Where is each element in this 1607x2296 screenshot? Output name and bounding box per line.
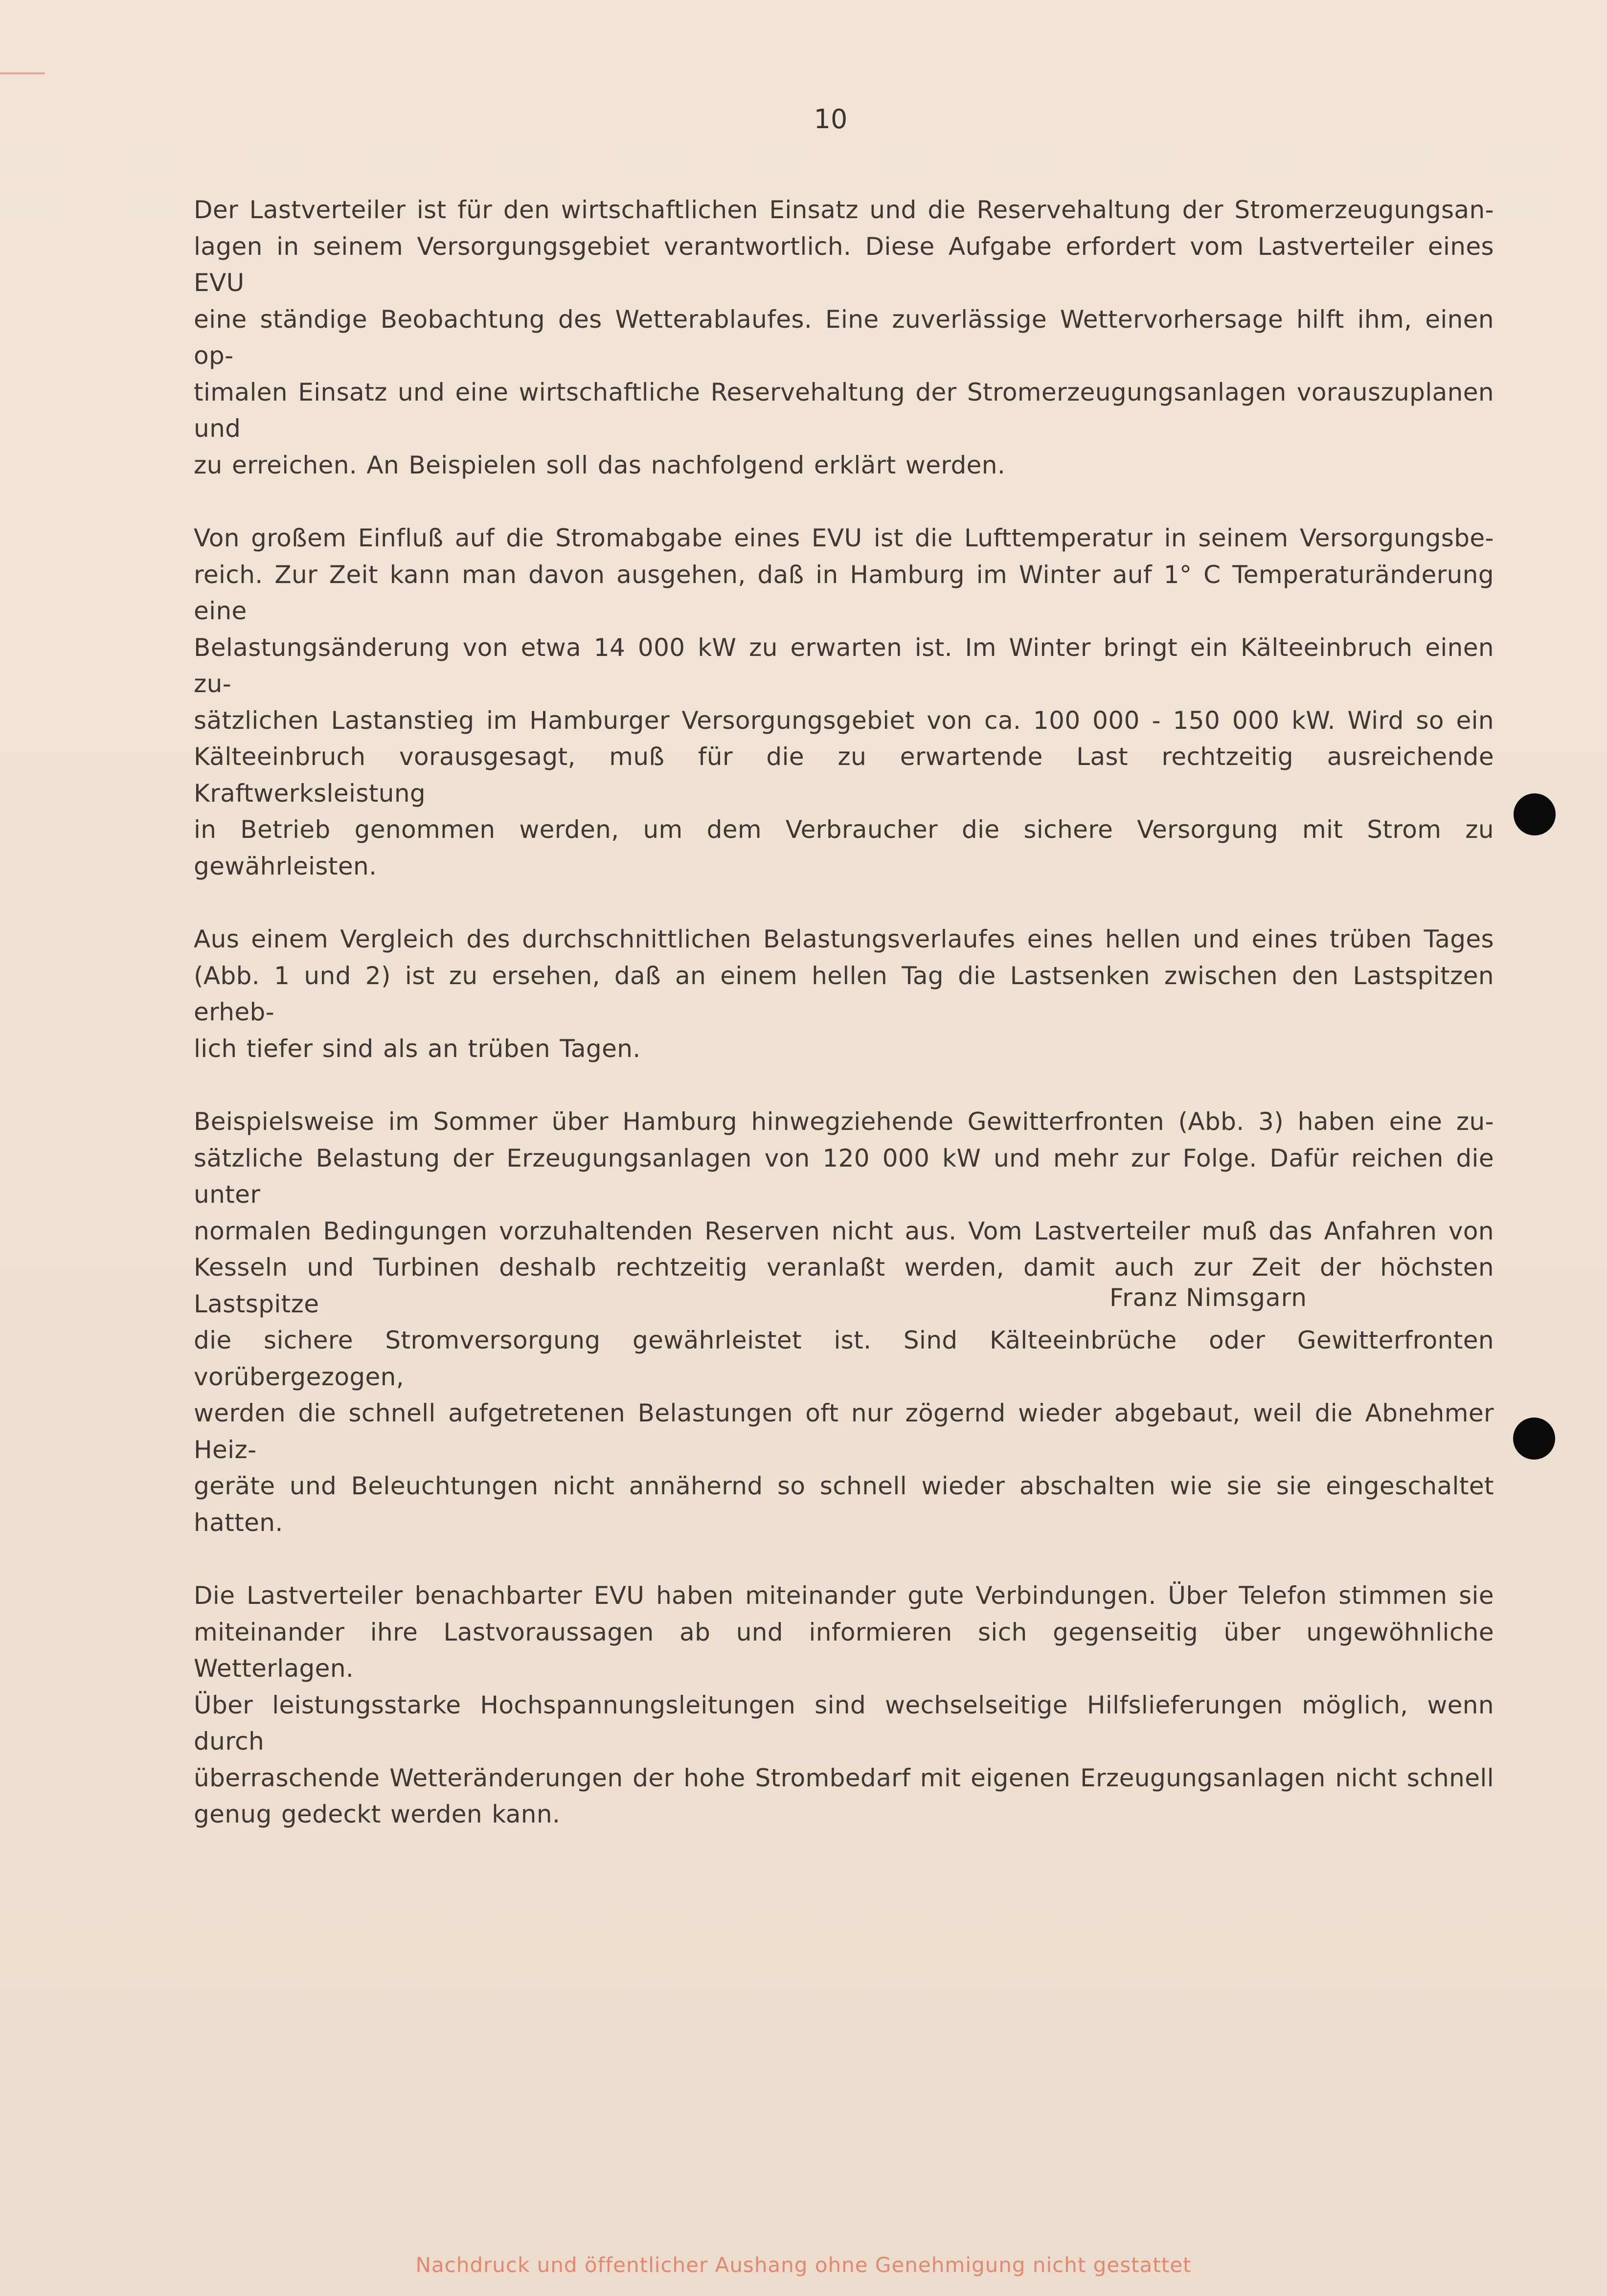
text-line: lagen in seinem Versorgungsgebiet verantwortlich. Diese Aufgabe erfordert vom Lastverteiler eines EVU — [194, 232, 1494, 297]
text-line: überraschende Wetteränderungen der hohe Strombedarf mit eigenen Erzeugungsanlagen nicht schnell — [194, 1763, 1494, 1792]
text-line: Der Lastverteiler ist für den wirtschaftlichen Einsatz und die Reservehaltung der Stromerzeugungsan- — [194, 196, 1494, 224]
paragraph-4 — [194, 1103, 1494, 1541]
text-line: sätzliche Belastung der Erzeugungsanlagen von 120 000 kW und mehr zur Folge. Dafür reichen die unter — [194, 1144, 1494, 1209]
text-line: normalen Bedingungen vorzuhaltenden Reserven nicht aus. Vom Lastverteiler muß das Anfahren von — [194, 1216, 1494, 1245]
punch-hole-bottom — [1513, 1418, 1555, 1460]
text-line: sätzlichen Lastanstieg im Hamburger Versorgungsgebiet von ca. 100 000 - 150 000 kW. Wird so ein — [194, 706, 1494, 735]
signature: Franz Nimsgarn — [1109, 1283, 1307, 1312]
text-line: genug gedeckt werden kann. — [194, 1800, 561, 1828]
text-line: geräte und Beleuchtungen nicht annähernd so schnell wieder abschalten wie sie sie eingeschaltet hatten. — [194, 1472, 1494, 1537]
page-number: 10 — [814, 104, 848, 135]
text-line: werden die schnell aufgetretenen Belastungen oft nur zögernd wieder abgebaut, weil die Abnehmer Heiz- — [194, 1399, 1494, 1464]
text-line: Über leistungsstarke Hochspannungsleitungen sind wechselseitige Hilfslieferungen möglich, wenn durch — [194, 1690, 1494, 1756]
text-line: Beispielsweise im Sommer über Hamburg hinwegziehende Gewitterfronten (Abb. 3) haben eine zu- — [194, 1107, 1494, 1136]
text-line: Von großem Einfluß auf die Stromabgabe eines EVU ist die Lufttemperatur in seinem Versorgungsbe- — [194, 524, 1494, 552]
text-line: Aus einem Vergleich des durchschnittlichen Belastungsverlaufes eines hellen und eines trüben Tages — [194, 925, 1494, 953]
text-line: timalen Einsatz und eine wirtschaftliche Reservehaltung der Stromerzeugungsanlagen vorauszuplanen und — [194, 378, 1494, 443]
punch-hole-top — [1514, 793, 1556, 835]
text-line: Kesseln und Turbinen deshalb rechtzeitig veranlaßt werden, damit auch zur Zeit der höchsten Lastspitze — [194, 1253, 1494, 1318]
paragraph-3 — [194, 921, 1494, 1067]
text-line: reich. Zur Zeit kann man davon ausgehen, daß in Hamburg im Winter auf 1° C Temperaturänderung eine — [194, 560, 1494, 625]
body-text — [194, 192, 1494, 1869]
edge-mark — [0, 72, 45, 74]
text-line: zu erreichen. An Beispielen soll das nachfolgend erklärt werden. — [194, 450, 1006, 479]
text-line: Die Lastverteiler benachbarter EVU haben miteinander gute Verbindungen. Über Telefon stimmen sie — [194, 1581, 1494, 1610]
footer-notice: Nachdruck und öffentlicher Aushang ohne Genehmigung nicht gestattet — [415, 2253, 1192, 2277]
text-line: in Betrieb genommen werden, um dem Verbraucher die sichere Versorgung mit Strom zu gewährleisten. — [194, 815, 1494, 880]
text-line: (Abb. 1 und 2) ist zu ersehen, daß an einem hellen Tag die Lastsenken zwischen den Lastspitzen erheb- — [194, 961, 1494, 1026]
text-line: eine ständige Beobachtung des Wetterablaufes. Eine zuverlässige Wettervorhersage hilft ihm, einen op- — [194, 305, 1494, 370]
text-line: miteinander ihre Lastvoraussagen ab und informieren sich gegenseitig über ungewöhnliche Wetterlagen. — [194, 1618, 1494, 1683]
paragraph-1 — [194, 192, 1494, 483]
text-line: lich tiefer sind als an trüben Tagen. — [194, 1034, 641, 1063]
text-line: Belastungsänderung von etwa 14 000 kW zu erwarten ist. Im Winter bringt ein Kälteeinbruch einen zu- — [194, 633, 1494, 698]
paragraph-2 — [194, 520, 1494, 884]
text-line: Kälteeinbruch vorausgesagt, muß für die zu erwartende Last rechtzeitig ausreichende Kraftwerksleistung — [194, 743, 1494, 808]
paragraph-5 — [194, 1577, 1494, 1833]
text-line: die sichere Stromversorgung gewährleistet ist. Sind Kälteeinbrüche oder Gewitterfronten vorübergezogen, — [194, 1326, 1494, 1391]
